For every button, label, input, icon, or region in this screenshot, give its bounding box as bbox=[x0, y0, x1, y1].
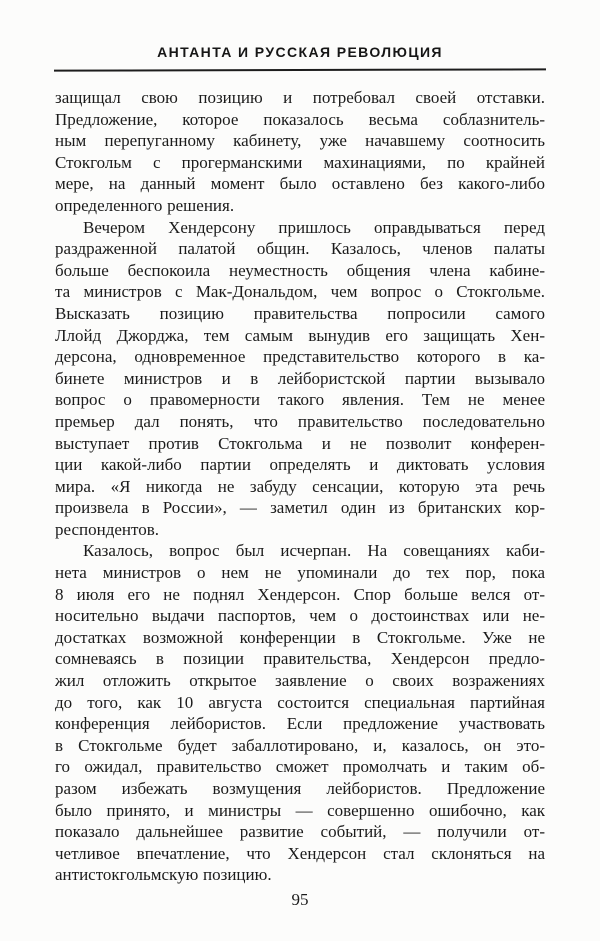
text-line: Высказать позицию правительства попросили самого bbox=[55, 303, 545, 323]
text-line: определенного решения. bbox=[55, 195, 235, 215]
text-line: произвела в России», — заметил один из британских кор- bbox=[55, 498, 545, 518]
text-line: разом избежать возмущения лейбористов. Предложение bbox=[55, 779, 545, 798]
text-line: было принято, и министры — совершенно ошибочно, как bbox=[55, 800, 545, 820]
text-line: Вечером Хендерсону пришлось оправдываться перед bbox=[83, 217, 545, 237]
text-line: го ожидал, правительство сможет промолчать и таким об- bbox=[55, 757, 545, 777]
text-line: антистокгольмскую позицию. bbox=[55, 865, 272, 885]
text-line: Казалось, вопрос был исчерпан. На совещаниях каби- bbox=[83, 541, 545, 561]
text-line: мере, на данный момент было оставлено без какого-либо bbox=[55, 174, 545, 194]
text-line: ным перепуганному кабинету, уже начавшему соотносить bbox=[55, 131, 545, 151]
text-line: Предложение, которое показалось весьма соблазнитель- bbox=[55, 109, 545, 129]
text-line: мира. «Я никогда не забуду сенсации, которую эта речь bbox=[55, 476, 545, 496]
text-line: та министров с Мак-Дональдом, чем вопрос о Стокгольме. bbox=[55, 282, 545, 302]
running-header: АНТАНТА И РУССКАЯ РЕВОЛЮЦИЯ bbox=[157, 44, 443, 60]
text-line: 8 июля его не поднял Хендерсон. Спор больше велся от- bbox=[55, 584, 545, 604]
text-line: защищал свою позицию и потребовал своей отставки. bbox=[55, 88, 545, 107]
text-line: достатках возможной конференции в Стокгольме. Уже не bbox=[55, 627, 545, 647]
page-number: 95 bbox=[291, 890, 309, 909]
text-line: бинете министров и в лейбористской партии вызывало bbox=[55, 368, 545, 388]
text-line: дерсона, одновременное представительство которого в ка- bbox=[55, 347, 545, 367]
text-line: премьер дал понять, что правительство последовательно bbox=[55, 411, 545, 431]
text-line: сомневаясь в позиции правительства, Хендерсон предло- bbox=[55, 649, 545, 669]
header-rule bbox=[54, 68, 546, 71]
text-line: показало дальнейшее развитие событий, — получили от- bbox=[55, 822, 545, 842]
text-line: Ллойд Джорджа, тем самым вынудив его защищать Хен- bbox=[55, 325, 545, 345]
text-line: раздраженной палатой общин. Казалось, членов палаты bbox=[55, 239, 545, 259]
text-line: вопрос о правомерности такого явления. Тем не менее bbox=[55, 390, 545, 410]
text-line: конференция лейбористов. Если предложение участвовать bbox=[55, 714, 545, 734]
text-line: выступает против Стокгольма и не позволит конферен- bbox=[55, 433, 545, 453]
body-text bbox=[55, 87, 545, 886]
text-line: жил отложить открытое заявление о своих возражениях bbox=[55, 671, 545, 691]
text-line: Стокгольм с прогерманскими махинациями, по крайней bbox=[55, 152, 545, 172]
text-line: респондентов. bbox=[55, 519, 159, 539]
text-line: до того, как 10 августа состоится специальная партийная bbox=[55, 692, 545, 712]
text-line: ции какой-либо партии определять и диктовать условия bbox=[55, 455, 545, 475]
text-line: четливое впечатление, что Хендерсон стал склоняться на bbox=[55, 843, 545, 863]
text-line: нета министров о нем не упоминали до тех пор, пока bbox=[55, 563, 545, 583]
text-line: больше беспокоила неуместность общения члена кабине- bbox=[55, 260, 545, 280]
text-line: в Стокгольме будет забаллотировано, и, казалось, он это- bbox=[55, 735, 545, 755]
text-line: носительно выдачи паспортов, чем о достоинствах или не- bbox=[55, 606, 545, 626]
